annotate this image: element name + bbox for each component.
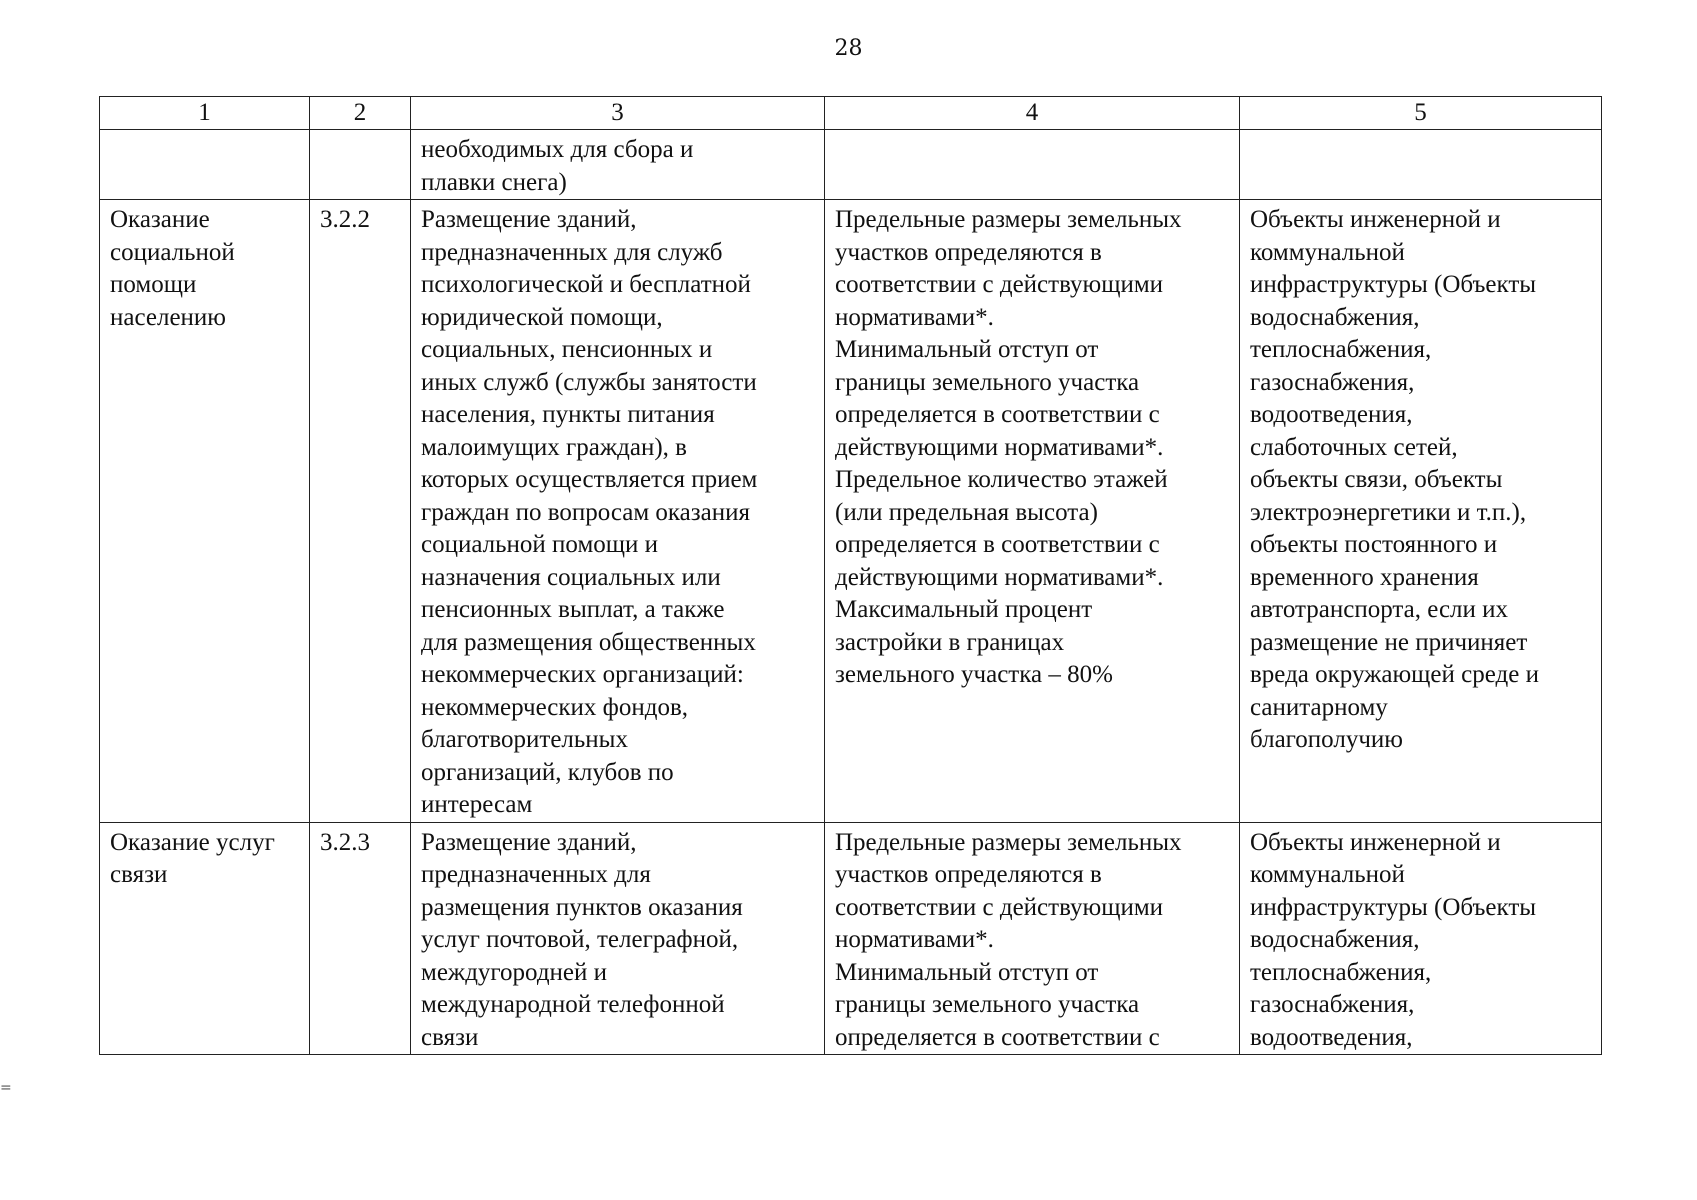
- use-type-cell: Оказание услуг связи: [100, 822, 310, 1055]
- description-cell: Размещение зданий, предназначенных для служб психологической и бесплатной юридической помощи, социальных, пенсионных и иных служб (службы занятости населения, пункты питания малоимущих граждан), в которых осуществляется прием граждан по вопросам оказания социальной помощи и назначения социальных или пенсионных выплат, а также для размещения общественных некоммерческих организаций: некоммерческих фондов, благотворительных организаций, клубов по интересам: [411, 200, 825, 823]
- code-cell: 3.2.3: [310, 822, 411, 1055]
- related-objects-cell: Объекты инженерной и коммунальной инфраструктуры (Объекты водоснабжения, теплоснабжения, газоснабжения, водоотведения, слаботочных сетей, объекты связи, объекты электроэнергетики и т.п.), объекты постоянного и временного хранения автотранспорта, если их размещение не причиняет вреда окружающей среде и санитарному благополучию: [1240, 200, 1602, 823]
- regulations-table: [99, 96, 1602, 1055]
- header-cell-1: 1: [100, 97, 310, 130]
- description-cell: необходимых для сбора и плавки снега): [411, 130, 825, 200]
- table-row: [100, 130, 1602, 200]
- parameters-cell: [825, 130, 1240, 200]
- code-cell: [310, 130, 411, 200]
- parameters-cell: Предельные размеры земельных участков определяются в соответствии с действующими нормативами*. Минимальный отступ от границы земельного участка определяется в соответствии с: [825, 822, 1240, 1055]
- header-cell-5: 5: [1240, 97, 1602, 130]
- table-header-row: [100, 97, 1602, 130]
- parameters-cell: Предельные размеры земельных участков определяются в соответствии с действующими нормативами*. Минимальный отступ от границы земельного участка определяется в соответствии с действующими нормативами*. Предельное количество этажей (или предельная высота) определяется в соответствии с действующими нормативами*. Максимальный процент застройки в границах земельного участка – 80%: [825, 200, 1240, 823]
- code-cell: 3.2.2: [310, 200, 411, 823]
- header-cell-2: 2: [310, 97, 411, 130]
- related-objects-cell: Объекты инженерной и коммунальной инфраструктуры (Объекты водоснабжения, теплоснабжения, газоснабжения, водоотведения,: [1240, 822, 1602, 1055]
- page-number: 28: [834, 36, 863, 61]
- table-row: [100, 822, 1602, 1055]
- related-objects-cell: [1240, 130, 1602, 200]
- table-row: [100, 200, 1602, 823]
- margin-mark: =: [0, 1080, 12, 1096]
- description-cell: Размещение зданий, предназначенных для размещения пунктов оказания услуг почтовой, телеграфной, междугородней и международной телефонной связи: [411, 822, 825, 1055]
- header-cell-3: 3: [411, 97, 825, 130]
- use-type-cell: Оказание социальной помощи населению: [100, 200, 310, 823]
- use-type-cell: [100, 130, 310, 200]
- header-cell-4: 4: [825, 97, 1240, 130]
